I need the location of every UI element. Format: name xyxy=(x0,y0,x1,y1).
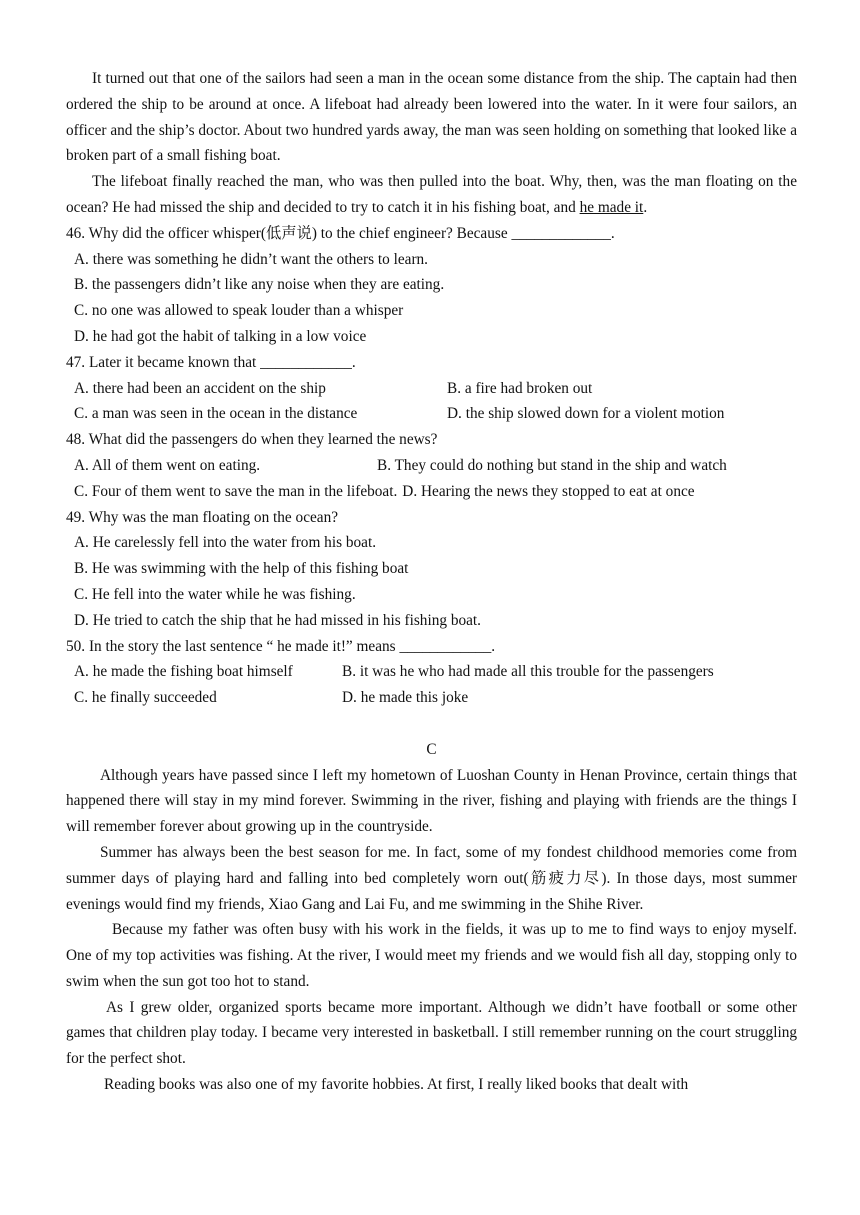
answer-option: B. the passengers didn’t like any noise when they are eating. xyxy=(74,276,445,294)
answer-option: B. a fire had broken out xyxy=(447,379,593,397)
answer-option: D. he made this joke xyxy=(342,689,469,707)
question-stem: 46. Why did the officer whisper(低声说) to the chief engineer? Because _____________. xyxy=(66,224,615,242)
answer-option: A. All of them went on eating. xyxy=(74,456,261,474)
question-stem: 48. What did the passengers do when they learned the news? xyxy=(66,431,438,449)
answer-option: C. a man was seen in the ocean in the distance xyxy=(74,405,358,423)
passage-paragraph: As I grew older, organized sports became more important. Although we didn’t have football or some other games that children play today. I became very interested in basketball. I still remember running on the court struggling for the perfect shot. xyxy=(66,998,797,1068)
question-stem: 49. Why was the man floating on the ocean? xyxy=(66,508,339,526)
passage-paragraph: Summer has always been the best season for me. In fact, some of my fondest childhood memories come from summer days of playing hard and falling into bed completely worn out(筋疲力尽). In those days, most summer evenings would find my friends, Xiao Gang and Lai Fu, and me swimming in the Shihe River. xyxy=(66,843,797,913)
option-row xyxy=(66,659,797,685)
answer-option: D. he had got the habit of talking in a low voice xyxy=(74,327,367,345)
option-row xyxy=(66,479,797,505)
underlined-phrase: he made it xyxy=(579,198,644,216)
question-stem: 50. In the story the last sentence “ he made it!” means ____________. xyxy=(66,637,496,655)
answer-option: C. he finally succeeded xyxy=(74,689,217,707)
question-stem: 47. Later it became known that ____________. xyxy=(66,353,356,371)
answer-option: C. Four of them went to save the man in the lifeboat. xyxy=(74,482,398,500)
passage-paragraph: It turned out that one of the sailors had seen a man in the ocean some distance from the ship. The captain had then ordered the ship to be around at once. A lifeboat had already been lowered into the water. In it were four sailors, an officer and the ship’s doctor. About two hundred yards away, the man was seen holding on something that looked like a broken part of a small fishing boat. xyxy=(66,70,797,165)
paragraph-end: . xyxy=(643,198,648,216)
answer-option: A. he made the fishing boat himself xyxy=(74,663,293,681)
answer-option: C. He fell into the water while he was fishing. xyxy=(74,585,356,603)
passage-paragraph: Because my father was often busy with his work in the fields, it was up to me to find ways to enjoy myself. One of my top activities was fishing. At the river, I would meet my friends and we would fish all day, stopping only to swim when the sun got too hot to stand. xyxy=(66,921,797,990)
answer-option: B. He was swimming with the help of this fishing boat xyxy=(74,560,409,578)
option-row xyxy=(66,453,797,479)
answer-option: C. no one was allowed to speak louder than a whisper xyxy=(74,302,404,320)
paragraph-text: The lifeboat finally reached the man, who was then pulled into the boat. Why, then, was the man floating on the ocean? He had missed the ship and decided to try to catch it in his fishing boat, and xyxy=(66,173,797,216)
answer-option: D. Hearing the news they stopped to eat at once xyxy=(402,482,695,500)
passage-paragraph: Although years have passed since I left my hometown of Luoshan County in Henan Province, certain things that happened there will stay in my mind forever. Swimming in the river, fishing and playing with friends are the things I will remember forever about growing up in the countryside. xyxy=(66,766,797,836)
passage-paragraph: Reading books was also one of my favorite hobbies. At first, I really liked books that dealt with xyxy=(104,1076,689,1094)
document-page xyxy=(66,66,797,1098)
answer-option: A. He carelessly fell into the water from his boat. xyxy=(74,534,377,552)
answer-option: A. there was something he didn’t want the others to learn. xyxy=(74,250,429,268)
answer-option: B. it was he who had made all this trouble for the passengers xyxy=(342,663,714,681)
option-row xyxy=(66,685,797,711)
section-title: C xyxy=(426,740,437,758)
answer-option: A. there had been an accident on the ship xyxy=(74,379,326,397)
option-row xyxy=(66,401,797,427)
passage-paragraph xyxy=(66,169,797,221)
answer-option: B. They could do nothing but stand in the ship and watch xyxy=(377,456,727,474)
answer-option: D. the ship slowed down for a violent motion xyxy=(447,405,725,423)
option-row xyxy=(66,376,797,402)
answer-option: D. He tried to catch the ship that he had missed in his fishing boat. xyxy=(74,611,481,629)
